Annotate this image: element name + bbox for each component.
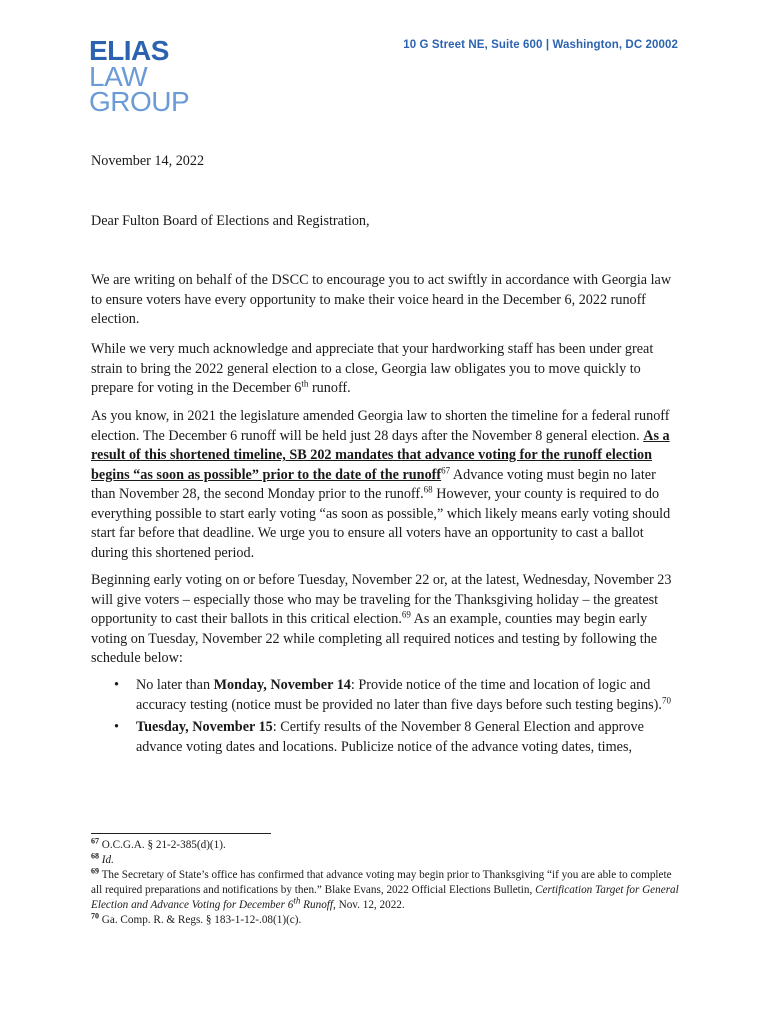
paragraph-4 bbox=[91, 571, 681, 669]
footnote-divider bbox=[91, 833, 271, 834]
logo-line-law: LAW bbox=[89, 60, 148, 92]
ordinal-suffix: th bbox=[301, 378, 309, 389]
paragraph-2-text: While we very much acknowledge and appreciate that your hardworking staff has been under great strain to bring the 2022 general election to a close, Georgia law obligates you to move quickly to prepare for voting in the December 6 bbox=[91, 341, 654, 396]
footnote-69 bbox=[91, 868, 681, 913]
elias-law-group-logo bbox=[89, 35, 190, 117]
bullet-icon: • bbox=[114, 677, 119, 693]
logo-line-group: GROUP bbox=[89, 86, 190, 117]
salutation: Dear Fulton Board of Elections and Registration, bbox=[91, 213, 370, 229]
logo-line-elias: ELIAS bbox=[89, 35, 169, 66]
paragraph-2 bbox=[91, 340, 681, 399]
letter-date: November 14, 2022 bbox=[91, 153, 205, 169]
bullet-icon: • bbox=[114, 719, 119, 735]
bulletin-title-tail: Runoff bbox=[300, 899, 334, 911]
paragraph-3-text-2: Advance voting must begin no later than November 28, the second Monday prior to the runoff. bbox=[91, 466, 656, 502]
paragraph-3 bbox=[91, 407, 681, 563]
list-item bbox=[91, 718, 681, 757]
footnote-ref-69[interactable]: 69 bbox=[401, 609, 411, 620]
footnote-70 bbox=[91, 913, 681, 928]
footnote-text: O.C.G.A. § 21-2-385(d)(1). bbox=[99, 839, 226, 851]
paragraph-2-tail: runoff. bbox=[308, 380, 351, 396]
footnote-ref-68[interactable]: 68 bbox=[423, 484, 433, 495]
footnote-date: , Nov. 12, 2022. bbox=[333, 899, 405, 911]
letterhead-address: 10 G Street NE, Suite 600 | Washington, DC 20002 bbox=[403, 39, 678, 51]
sb202-mandate-emphasis: As a result of this shortened timeline, SB 202 mandates that advance voting for the runoff election begins “as soon as possible” prior to the date of the runoff bbox=[91, 427, 670, 483]
footnote-ref-70[interactable]: 70 bbox=[661, 694, 671, 705]
paragraph-3-text-1: As you know, in 2021 the legislature amended Georgia law to shorten the timeline for a federal runoff election. The December 6 runoff will be held just 28 days after the November 8 general election. bbox=[91, 408, 670, 444]
list-item bbox=[91, 676, 681, 715]
list-item-date: Monday, November 14 bbox=[213, 677, 351, 693]
list-item-text: : Provide notice of the time and location of logic and accuracy testing (notice must be provided no later than five days before such testing begins). bbox=[136, 677, 662, 713]
ordinal-suffix: th bbox=[293, 895, 301, 906]
footnote-68 bbox=[91, 853, 681, 868]
footnote-ref-67[interactable]: 67 bbox=[441, 464, 451, 475]
paragraph-4-text-2: As an example, counties may begin early voting on Tuesday, November 22 while completing all required notices and testing by following the schedule below: bbox=[91, 611, 658, 666]
footnote-number: 70 bbox=[91, 911, 99, 921]
list-item-prefix: No later than bbox=[136, 677, 214, 693]
bulletin-title: Certification Target for General Election and Advance Voting for December 6 bbox=[91, 884, 679, 911]
footnote-67 bbox=[91, 838, 681, 853]
footnote-text: The Secretary of State’s office has confirmed that advance voting may begin prior to Thanksgiving “if you are able to complete all required preparations and notifications by then.” Blake Evans, 2022 Official Elections Bulletin, bbox=[91, 869, 672, 896]
paragraph-3-text-3: However, your county is required to do everything possible to start early voting “as soon as possible,” which likely means early voting should start far before that deadline. We urge you to ensure all voters have an opportunity to cast a ballot during this shortened period. bbox=[91, 486, 671, 561]
footnotes bbox=[91, 838, 681, 928]
footnote-text: Id. bbox=[99, 854, 114, 866]
footnote-number: 69 bbox=[91, 866, 99, 876]
list-item-date: Tuesday, November 15 bbox=[136, 719, 273, 735]
list-item-text: : Certify results of the November 8 General Election and approve advance voting dates and locations. Publicize notice of the advance voting dates, times, bbox=[136, 719, 644, 755]
paragraph-1: We are writing on behalf of the DSCC to encourage you to act swiftly in accordance with Georgia law to ensure voters have every opportunity to make their voice heard in the December 6, 2022 runoff election. bbox=[91, 272, 672, 327]
schedule-list bbox=[91, 676, 681, 760]
paragraph-4-text-1: Beginning early voting on or before Tuesday, November 22 or, at the latest, Wednesday, November 23 will give voters – especially those who may be traveling for the Thanksgiving holiday – the greatest opportunity to cast their ballots in this critical election. bbox=[91, 572, 672, 627]
footnote-number: 67 bbox=[91, 836, 99, 846]
footnote-number: 68 bbox=[91, 851, 99, 861]
footnote-text: Ga. Comp. R. & Regs. § 183-1-12-.08(1)(c). bbox=[99, 914, 302, 926]
